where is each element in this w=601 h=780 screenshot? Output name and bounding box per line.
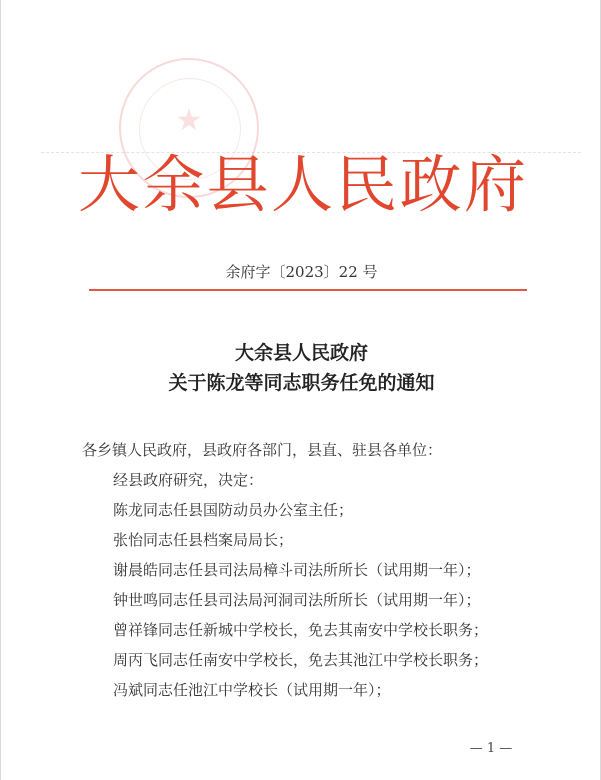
body-line: 陈龙同志任县国防动员办公室主任； — [113, 501, 354, 519]
body-line: 周丙飞同志任南安中学校长，免去其池江中学校长职务； — [113, 651, 489, 669]
salutation: 各乡镇人民政府，县政府各部门，县直、驻县各单位： — [82, 441, 443, 459]
masthead-char: 人 — [270, 148, 333, 221]
masthead-char: 民 — [335, 148, 398, 221]
notice-title-line1: 大余县人民政府 — [234, 342, 368, 364]
page-number: — 1 — — [469, 741, 513, 756]
masthead-char: 余 — [142, 148, 205, 221]
notice-title-line2: 关于陈龙等同志职务任免的通知 — [168, 372, 435, 394]
body-line: 经县政府研究，决定： — [113, 471, 264, 489]
body-line: 曾祥锋同志任新城中学校长，免去其南安中学校长职务； — [113, 621, 489, 639]
masthead-title — [77, 150, 527, 220]
masthead-char: 府 — [463, 148, 526, 221]
masthead-char: 县 — [206, 148, 269, 221]
body-line: 谢晨皓同志任县司法局樟斗司法所所长（试用期一年）； — [113, 561, 481, 579]
body-line: 张怡同志任县档案局局长； — [113, 531, 294, 549]
seal-star-icon: ★ — [175, 103, 203, 138]
document-number: 余府字〔2023〕22 号 — [225, 263, 378, 281]
masthead-char: 政 — [399, 148, 462, 221]
masthead-char: 大 — [77, 148, 140, 221]
body-line: 钟世鸣同志任县司法局河洞司法所所长（试用期一年）； — [113, 591, 481, 609]
body-line: 冯斌同志任池江中学校长（试用期一年）； — [113, 681, 391, 699]
red-separator-rule — [89, 289, 527, 291]
